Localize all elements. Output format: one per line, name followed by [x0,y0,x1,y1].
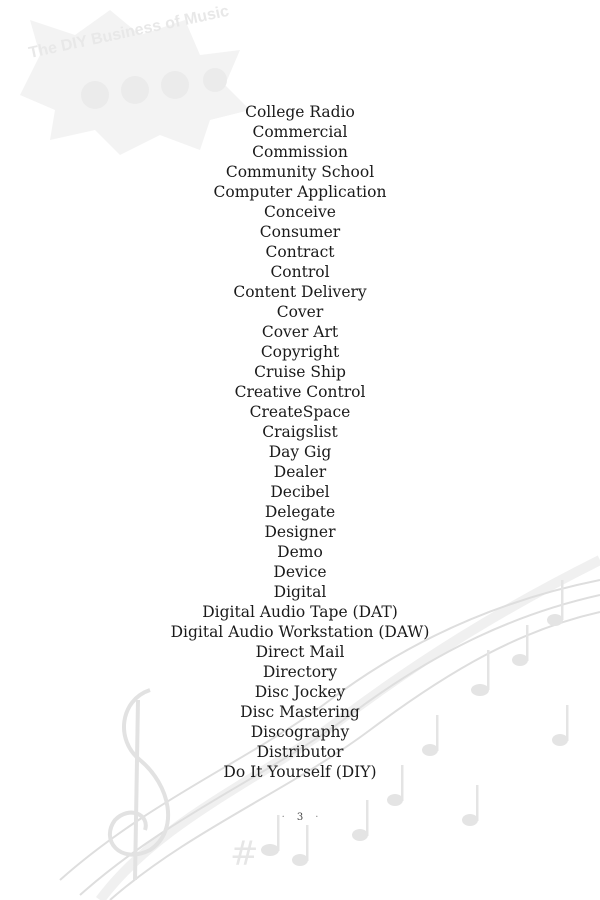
term-item: Consumer [259,223,341,241]
term-item: Do It Yourself (DIY) [223,763,377,781]
page-number-value: 3 [296,812,304,823]
term-item: College Radio [245,103,355,121]
term-item: Designer [264,523,336,541]
term-item: Conceive [264,203,336,221]
term-item: Day Gig [268,443,332,461]
separator-dot: · [315,812,319,823]
page-number [0,812,600,823]
term-item: Commission [252,143,348,161]
term-item: Content Delivery [233,283,367,301]
term-item: Digital Audio Tape (DAT) [202,603,398,621]
term-item: Disc Jockey [254,683,346,701]
term-item: Commercial [252,123,348,141]
term-item: CreateSpace [249,403,351,421]
term-item: Cover Art [261,323,339,341]
separator-dot: · [281,812,285,823]
term-item: Digital [273,583,327,601]
term-item: Digital Audio Workstation (DAW) [170,623,430,641]
term-item: Computer Application [213,183,387,201]
term-item: Community School [225,163,375,181]
term-item: Distributor [256,743,344,761]
term-item: Contract [265,243,335,261]
term-item: Directory [262,663,338,681]
term-item: Cover [276,303,324,321]
term-item: Dealer [273,463,327,481]
term-item: Copyright [260,343,340,361]
term-item: Creative Control [234,383,366,401]
term-item: Demo [277,543,323,561]
term-item: Discography [250,723,350,741]
term-item: Disc Mastering [240,703,360,721]
term-item: Device [273,563,327,581]
term-list [0,102,600,782]
logo-tagline: The DIY Business of Music [27,2,231,62]
term-item: Cruise Ship [254,363,346,381]
svg-text:#: # [230,834,259,874]
term-item: Decibel [270,483,330,501]
term-item: Craigslist [262,423,338,441]
term-item: Direct Mail [255,643,345,661]
term-item: Delegate [264,503,336,521]
term-item: Control [270,263,330,281]
